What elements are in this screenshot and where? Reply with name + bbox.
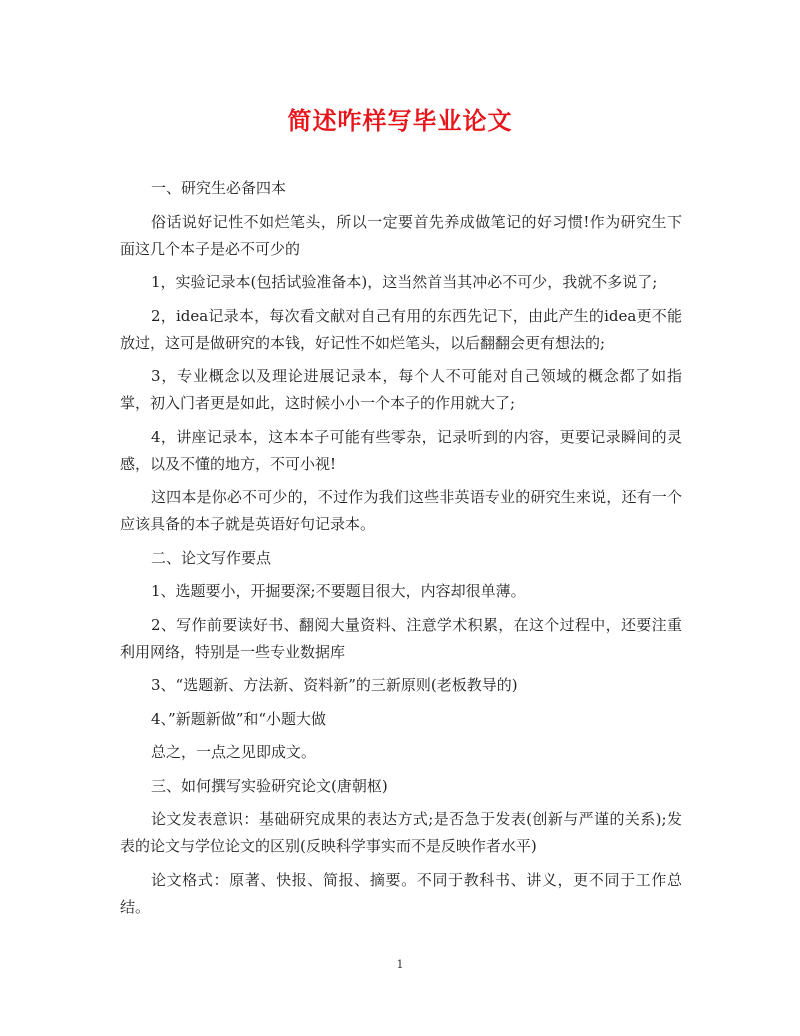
document-title: 简述咋样写毕业论文 xyxy=(287,106,513,135)
paragraph: 俗话说好记性不如烂笔头，所以一定要首先养成做笔记的好习惯!作为研究生下面这几个本子是必不可少的 xyxy=(120,212,682,258)
list-item: 3、“选题新、方法新、资料新”的三新原则(老板教导的) xyxy=(151,676,518,694)
list-item: 4、”新题新做”和“小题大做 xyxy=(151,709,327,728)
section-heading-2: 二、论文写作要点 xyxy=(151,548,272,567)
list-item: 2，idea记录本，每次看文献对自己有用的东西先记下，由此产生的idea更不能放过，这可是做研究的本钱，好记性不如烂笔头，以后翻翻会更有想法的; xyxy=(120,306,682,352)
list-item: 2、写作前要读好书、翻阅大量资料、注意学术积累，在这个过程中，还要注重利用网络，特别是一些专业数据库 xyxy=(120,615,682,661)
document-body xyxy=(120,175,682,927)
list-item: 4，讲座记录本，这本本子可能有些零杂，记录听到的内容，更要记录瞬间的灵感，以及不懂的地方，不可小视! xyxy=(120,427,682,473)
paragraph: 这四本是你必不可少的，不过作为我们这些非英语专业的研究生来说，还有一个应该具备的本子就是英语好句记录本。 xyxy=(120,488,682,533)
paragraph: 论文格式：原著、快报、简报、摘要。不同于教科书、讲义，更不同于工作总结。 xyxy=(120,870,682,916)
paragraph: 论文发表意识：基础研究成果的表达方式;是否急于发表(创新与严谨的关系);发表的论文与学位论文的区别(反映科学事实而不是反映作者水平) xyxy=(120,810,682,855)
list-item: 3，专业概念以及理论进展记录本，每个人不可能对自己领域的概念都了如指掌，初入门者更是如此，这时候小小一个本子的作用就大了; xyxy=(120,367,682,412)
list-item: 1、选题要小，开掘要深;不要题目很大，内容却很单薄。 xyxy=(151,582,526,600)
paragraph: 总之，一点之见即成文。 xyxy=(151,743,317,761)
section-heading-3: 三、如何撰写实验研究论文(唐朝枢) xyxy=(151,776,388,795)
section-heading-1: 一、研究生必备四本 xyxy=(151,179,287,197)
list-item: 1，实验记录本(包括试验准备本)，这当然首当其冲必不可少，我就不多说了; xyxy=(151,273,658,291)
page-number: 1 xyxy=(396,958,404,971)
